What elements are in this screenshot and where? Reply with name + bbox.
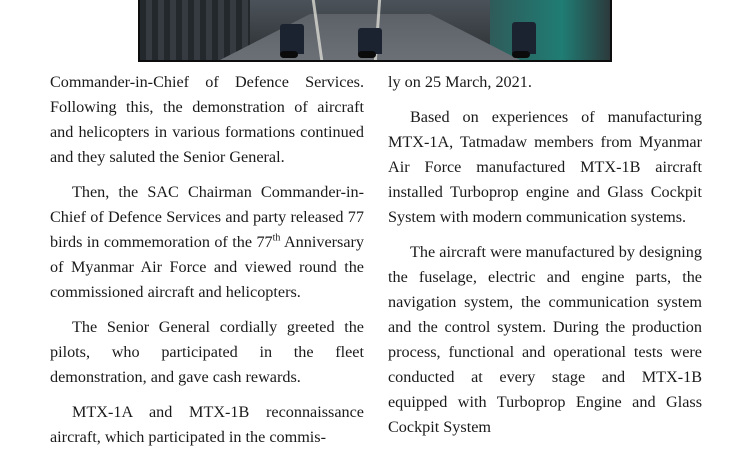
left-paragraph-1: Commander-in-Chief of Defence Services. Following this, the demonstration of aircraft and helicopters in various formations continued and they saluted the Senior General. [50,73,364,166]
hangar-wall-right [490,0,610,60]
article-photo [138,0,612,62]
shoe-shape [512,51,530,58]
hangar-wall-left [140,0,250,60]
left-paragraph-2-text-a: Then, the SAC Chairman Commander-in-Chief of Defence Services and party released 77 birds in commemoration of the 77 [50,183,364,251]
shoe-shape [280,51,298,58]
left-paragraph-3: The Senior General cordially greeted the pilots, who participated in the fleet demonstration, and gave cash rewards. [50,318,364,386]
right-paragraph-2: Based on experiences of manufacturing MTX-1A, Tatmadaw members from Myanmar Air Force manufactured MTX-1B aircraft installed Turboprop engine and Glass Cockpit System with modern communication systems. [388,108,702,226]
left-column [50,70,364,460]
left-paragraph-2-text-b: Anniversary of Myanmar Air Force and viewed round the commissioned aircraft and helicopters. [50,233,364,301]
shoe-shape [358,51,376,58]
person-figure [280,24,304,54]
ordinal-suffix: th [272,232,281,244]
left-paragraph-2 [50,180,364,305]
right-paragraph-3: The aircraft were manufactured by designing the fuselage, electric and engine parts, the navigation system, the communication system and the control system. During the production process, functional and operational tests were conducted at every stage and MTX-1B equipped with Turboprop Engine and Glass Cockpit System [388,243,702,436]
right-paragraph-1: ly on 25 March, 2021. [388,73,532,91]
right-column [388,70,702,450]
left-paragraph-4: MTX-1A and MTX-1B reconnaissance aircraft, which participated in the commis- [50,403,364,446]
person-figure [512,22,536,54]
